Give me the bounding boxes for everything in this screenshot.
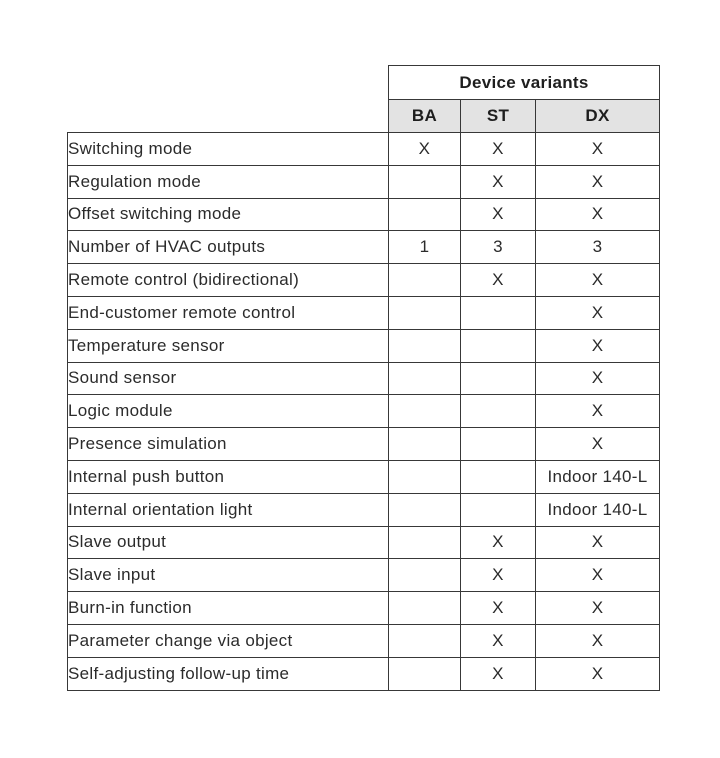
cell-value (389, 296, 461, 329)
table-row (68, 428, 660, 461)
table-column-header-row (68, 100, 660, 133)
feature-label: Remote control (bidirectional) (68, 264, 389, 297)
table-row (68, 526, 660, 559)
feature-label: Temperature sensor (68, 329, 389, 362)
cell-value (461, 296, 536, 329)
column-header-ba: BA (389, 100, 461, 133)
blank-corner-cell (68, 100, 389, 133)
cell-value: 3 (536, 231, 660, 264)
table-row (68, 624, 660, 657)
table-row (68, 329, 660, 362)
cell-value (461, 428, 536, 461)
cell-value (389, 395, 461, 428)
table-row (68, 198, 660, 231)
cell-value: Indoor 140-L (536, 493, 660, 526)
feature-label: Slave output (68, 526, 389, 559)
cell-value: X (536, 198, 660, 231)
feature-label: Parameter change via object (68, 624, 389, 657)
column-header-dx: DX (536, 100, 660, 133)
feature-label: Sound sensor (68, 362, 389, 395)
feature-label: Self-adjusting follow-up time (68, 657, 389, 690)
cell-value: X (461, 526, 536, 559)
feature-label: Regulation mode (68, 165, 389, 198)
device-variants-table (67, 65, 660, 691)
cell-value (461, 329, 536, 362)
cell-value (389, 329, 461, 362)
feature-label: Switching mode (68, 133, 389, 166)
cell-value: X (536, 428, 660, 461)
cell-value (389, 624, 461, 657)
column-header-st: ST (461, 100, 536, 133)
table-row (68, 395, 660, 428)
cell-value: X (536, 133, 660, 166)
feature-label: Logic module (68, 395, 389, 428)
table-row (68, 165, 660, 198)
cell-value: X (461, 657, 536, 690)
cell-value: 1 (389, 231, 461, 264)
cell-value (389, 657, 461, 690)
cell-value: X (461, 559, 536, 592)
feature-label: Slave input (68, 559, 389, 592)
cell-value (389, 428, 461, 461)
cell-value: X (536, 362, 660, 395)
group-header-device-variants: Device variants (389, 66, 660, 100)
cell-value (389, 362, 461, 395)
cell-value (461, 493, 536, 526)
cell-value: 3 (461, 231, 536, 264)
table-row (68, 493, 660, 526)
cell-value: Indoor 140-L (536, 460, 660, 493)
cell-value: X (536, 329, 660, 362)
feature-label: Burn-in function (68, 592, 389, 625)
cell-value: X (389, 133, 461, 166)
table-row (68, 296, 660, 329)
table-row (68, 592, 660, 625)
cell-value: X (536, 264, 660, 297)
feature-label: Presence simulation (68, 428, 389, 461)
cell-value: X (536, 559, 660, 592)
cell-value (389, 198, 461, 231)
cell-value: X (461, 198, 536, 231)
cell-value (389, 264, 461, 297)
cell-value: X (536, 592, 660, 625)
feature-label: Internal push button (68, 460, 389, 493)
cell-value (389, 559, 461, 592)
cell-value (389, 165, 461, 198)
feature-label: Offset switching mode (68, 198, 389, 231)
cell-value: X (536, 395, 660, 428)
cell-value: X (461, 165, 536, 198)
cell-value: X (461, 592, 536, 625)
table-row (68, 657, 660, 690)
blank-corner-cell (68, 66, 389, 100)
table-row (68, 264, 660, 297)
feature-label: End-customer remote control (68, 296, 389, 329)
table-row (68, 231, 660, 264)
feature-label: Internal orientation light (68, 493, 389, 526)
table-row (68, 133, 660, 166)
cell-value: X (536, 296, 660, 329)
cell-value: X (536, 657, 660, 690)
cell-value: X (461, 133, 536, 166)
feature-label: Number of HVAC outputs (68, 231, 389, 264)
cell-value: X (536, 165, 660, 198)
cell-value (389, 526, 461, 559)
table-row (68, 362, 660, 395)
cell-value: X (536, 526, 660, 559)
table-row (68, 559, 660, 592)
cell-value: X (461, 624, 536, 657)
cell-value: X (461, 264, 536, 297)
table-group-header-row (68, 66, 660, 100)
cell-value (389, 460, 461, 493)
table-row (68, 460, 660, 493)
cell-value (389, 493, 461, 526)
cell-value: X (536, 624, 660, 657)
cell-value (389, 592, 461, 625)
cell-value (461, 460, 536, 493)
cell-value (461, 362, 536, 395)
cell-value (461, 395, 536, 428)
